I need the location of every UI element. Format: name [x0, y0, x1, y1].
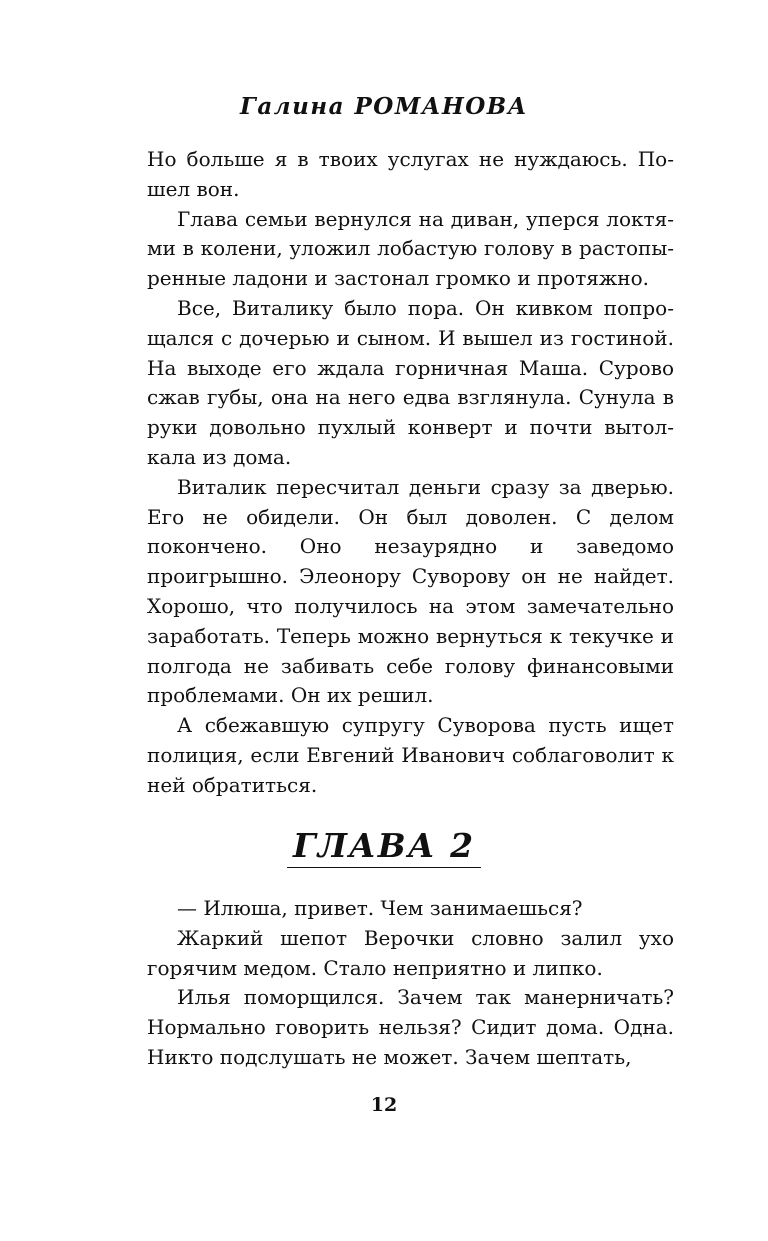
paragraph: Жаркий шепот Верочки словно залил ухо горячим медом. Стало неприятно и липко. [147, 925, 674, 980]
body-text-before-chapter [147, 145, 674, 801]
chapter-title: ГЛАВА 2 [287, 826, 481, 868]
running-header: Галина РОМАНОВА [240, 93, 528, 120]
paragraph: А сбежавшую супругу Суворова пусть ищет полиция, если Евгений Иванович соблаговолит к ней обратиться. [147, 713, 674, 797]
paragraph: Но больше я в твоих услугах не нуждаюсь. Пошел вон. [147, 147, 674, 201]
chapter-heading [0, 826, 768, 868]
body-text-after-chapter [147, 894, 674, 1073]
page-number: 12 [370, 1094, 398, 1116]
paragraph: Виталик пересчитал деньги сразу за дверью. Его не обидели. Он был доволен. С делом покончено. Оно незаурядно и заведомо проигрышно. Элеонору Суворову он не найдет. Хорошо, что получилось на этом замечательно заработать. Теперь можно вернуться к текучке и полгода не забивать себе голову финансовыми проблемами. Он их решил. [147, 474, 674, 708]
paragraph: Все, Виталику было пора. Он кивком попрощался с дочерью и сыном. И вышел из гостиной. На выходе его ждала горничная Маша. Сурово сжав губы, она на него едва взглянула. Сунула в руки довольно пухлый конверт и почти вытолкала из дома. [147, 295, 674, 469]
paragraph: Глава семьи вернулся на диван, уперся локтями в колени, уложил лобастую голову в растопыренные ладони и застонал громко и протяжно. [147, 206, 674, 291]
paragraph: — Илюша, привет. Чем занимаешься? [177, 896, 583, 920]
paragraph: Илья поморщился. Зачем так манерничать? Нормально говорить нельзя? Сидит дома. Одна. Никто подслушать не может. Зачем шептать, [147, 985, 674, 1069]
